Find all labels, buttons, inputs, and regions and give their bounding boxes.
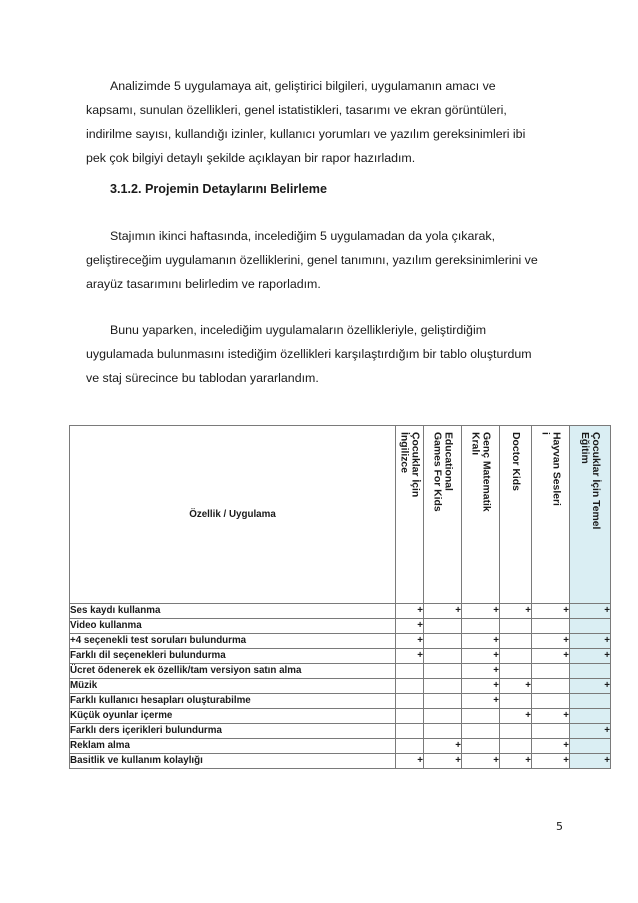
feature-mark bbox=[570, 739, 611, 754]
feature-mark: + bbox=[462, 694, 500, 709]
feature-mark: + bbox=[424, 604, 462, 619]
feature-mark: + bbox=[532, 634, 570, 649]
table-row bbox=[70, 739, 611, 754]
app-name: Genç Matematik Kralı bbox=[469, 432, 492, 512]
feature-label: Basitlik ve kullanım kolaylığı bbox=[70, 754, 396, 769]
feature-mark: + bbox=[396, 649, 424, 664]
feature-label: Ücret ödenerek ek özellik/tam versiyon satın alma bbox=[70, 664, 396, 679]
table-row bbox=[70, 709, 611, 724]
app-name: Doctor Kids bbox=[510, 432, 521, 491]
paragraph-line: pek çok bilgiyi detaylı şekilde açıklayan bir rapor hazırladım. bbox=[86, 151, 416, 165]
feature-label: Farklı kullanıcı hesapları oluşturabilme bbox=[70, 694, 396, 709]
table-row bbox=[70, 634, 611, 649]
feature-mark bbox=[396, 679, 424, 694]
paragraph-line: arayüz tasarımını belirledim ve raporladım. bbox=[86, 277, 321, 291]
app-column-header bbox=[570, 426, 611, 604]
feature-mark bbox=[396, 709, 424, 724]
paragraph-line: kapsamı, sunulan özellikleri, genel istatistikleri, tasarımı ve ekran görüntüleri, bbox=[86, 103, 507, 117]
feature-mark bbox=[424, 724, 462, 739]
feature-mark: + bbox=[532, 739, 570, 754]
app-column-header bbox=[424, 426, 462, 604]
table-row bbox=[70, 724, 611, 739]
feature-column-header: Özellik / Uygulama bbox=[70, 426, 396, 604]
feature-label: Farklı dil seçenekleri bulundurma bbox=[70, 649, 396, 664]
feature-mark: + bbox=[396, 634, 424, 649]
feature-mark: + bbox=[532, 649, 570, 664]
app-name: Hayvan Sesleri i bbox=[539, 432, 562, 506]
feature-mark bbox=[462, 709, 500, 724]
page-number: 5 bbox=[556, 820, 563, 833]
paragraph-line: indirilme sayısı, kullandığı izinler, kullanıcı yorumları ve yazılım gereksinimleri ibi bbox=[86, 127, 526, 141]
feature-mark: + bbox=[396, 604, 424, 619]
feature-mark bbox=[424, 649, 462, 664]
feature-label: Ses kaydı kullanma bbox=[70, 604, 396, 619]
feature-mark: + bbox=[532, 604, 570, 619]
app-name: Educational Games For Kids bbox=[431, 432, 454, 512]
feature-mark bbox=[570, 619, 611, 634]
table-row bbox=[70, 754, 611, 769]
feature-mark bbox=[424, 694, 462, 709]
feature-mark bbox=[532, 619, 570, 634]
paragraph bbox=[86, 318, 564, 390]
feature-mark: + bbox=[424, 739, 462, 754]
table-row bbox=[70, 664, 611, 679]
feature-comparison-table bbox=[69, 425, 611, 769]
feature-mark bbox=[424, 679, 462, 694]
app-name: Çocuklar İçin Temel Eğitim bbox=[579, 432, 601, 530]
paragraph-line: Bunu yaparken, incelediğim uygulamaların özellikleriyle, geliştirdiğim bbox=[110, 323, 487, 337]
app-name: Çocuklar İçin İngilizce bbox=[398, 432, 421, 498]
app-column-header bbox=[532, 426, 570, 604]
feature-mark bbox=[500, 739, 532, 754]
feature-mark bbox=[500, 619, 532, 634]
feature-mark: + bbox=[570, 604, 611, 619]
feature-mark bbox=[424, 709, 462, 724]
paragraph bbox=[86, 224, 564, 296]
feature-mark bbox=[462, 619, 500, 634]
feature-mark bbox=[396, 724, 424, 739]
table-row bbox=[70, 694, 611, 709]
feature-mark: + bbox=[462, 634, 500, 649]
feature-mark: + bbox=[570, 649, 611, 664]
feature-mark: + bbox=[424, 754, 462, 769]
feature-mark: + bbox=[396, 754, 424, 769]
paragraph bbox=[86, 74, 564, 170]
section-heading: 3.1.2. Projemin Detaylarını Belirleme bbox=[110, 182, 327, 196]
feature-mark bbox=[500, 634, 532, 649]
feature-mark bbox=[532, 664, 570, 679]
feature-mark: + bbox=[500, 754, 532, 769]
feature-mark: + bbox=[570, 724, 611, 739]
feature-mark: + bbox=[396, 619, 424, 634]
feature-mark bbox=[570, 664, 611, 679]
feature-mark: + bbox=[500, 604, 532, 619]
paragraph-line: geliştireceğim uygulamanın özelliklerini, genel tanımını, yazılım gereksinimlerini ve bbox=[86, 253, 538, 267]
feature-mark: + bbox=[462, 754, 500, 769]
feature-mark bbox=[396, 694, 424, 709]
feature-mark: + bbox=[462, 679, 500, 694]
feature-mark: + bbox=[532, 754, 570, 769]
feature-mark bbox=[500, 694, 532, 709]
table-row bbox=[70, 679, 611, 694]
feature-mark: + bbox=[570, 634, 611, 649]
table-row bbox=[70, 604, 611, 619]
feature-label: Küçük oyunlar içerme bbox=[70, 709, 396, 724]
feature-mark: + bbox=[462, 664, 500, 679]
app-column-header bbox=[500, 426, 532, 604]
feature-mark: + bbox=[462, 649, 500, 664]
feature-mark bbox=[424, 619, 462, 634]
paragraph-line: ve staj sürecince bu tablodan yararlandım. bbox=[86, 371, 319, 385]
feature-label: Farklı ders içerikleri bulundurma bbox=[70, 724, 396, 739]
feature-mark bbox=[500, 724, 532, 739]
feature-mark bbox=[396, 739, 424, 754]
feature-mark bbox=[500, 664, 532, 679]
feature-label: Müzik bbox=[70, 679, 396, 694]
feature-mark bbox=[532, 724, 570, 739]
table-row bbox=[70, 619, 611, 634]
feature-mark bbox=[532, 694, 570, 709]
feature-mark bbox=[462, 739, 500, 754]
feature-label: Video kullanma bbox=[70, 619, 396, 634]
feature-mark bbox=[424, 664, 462, 679]
feature-mark: + bbox=[532, 709, 570, 724]
feature-mark: + bbox=[500, 709, 532, 724]
app-column-header bbox=[396, 426, 424, 604]
feature-label: Reklam alma bbox=[70, 739, 396, 754]
feature-mark bbox=[570, 694, 611, 709]
feature-mark bbox=[570, 709, 611, 724]
feature-mark bbox=[424, 634, 462, 649]
feature-mark: + bbox=[570, 679, 611, 694]
feature-mark bbox=[500, 649, 532, 664]
table-header-row bbox=[70, 426, 611, 604]
feature-mark: + bbox=[500, 679, 532, 694]
feature-mark: + bbox=[570, 754, 611, 769]
paragraph-line: Stajımın ikinci haftasında, incelediğim 5 uygulamadan da yola çıkarak, bbox=[110, 229, 496, 243]
app-column-header bbox=[462, 426, 500, 604]
paragraph-line: uygulamada bulunmasını istediğim özellikleri karşılaştırdığım bir tablo oluşturdum bbox=[86, 347, 532, 361]
feature-mark bbox=[532, 679, 570, 694]
feature-mark: + bbox=[462, 604, 500, 619]
table-row bbox=[70, 649, 611, 664]
feature-mark bbox=[396, 664, 424, 679]
feature-mark bbox=[462, 724, 500, 739]
paragraph-line: Analizimde 5 uygulamaya ait, geliştirici bilgileri, uygulamanın amacı ve bbox=[110, 79, 496, 93]
feature-label: +4 seçenekli test soruları bulundurma bbox=[70, 634, 396, 649]
